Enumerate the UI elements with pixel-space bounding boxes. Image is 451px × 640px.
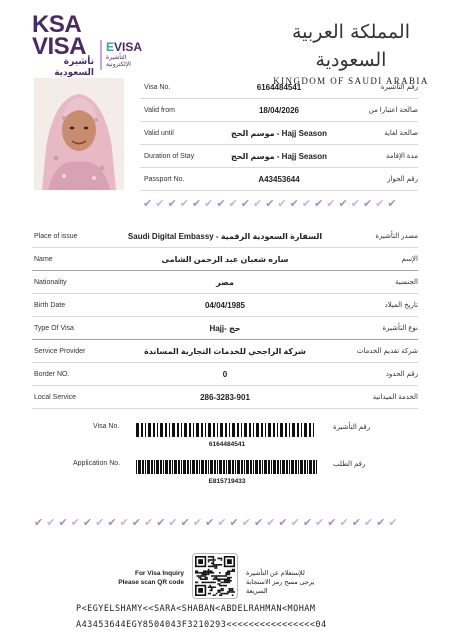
check-icon: ✔ bbox=[34, 517, 44, 529]
value: 6164484541 bbox=[256, 82, 302, 92]
qr-code-icon bbox=[195, 556, 235, 596]
label-en: Name bbox=[34, 255, 53, 263]
check-icon: ✔ bbox=[338, 198, 348, 210]
logo-arabic: تأشيرة السعودية bbox=[54, 56, 94, 77]
barcode-application-label-ar: رقم الطلب bbox=[333, 461, 366, 468]
label-ar: نوع التأشيرة bbox=[382, 325, 418, 332]
value: Hajj- حج bbox=[209, 323, 241, 333]
label-ar: شركة تقديم الخدمات bbox=[356, 348, 418, 355]
check-icon: ✔ bbox=[155, 198, 165, 210]
check-icon: ✔ bbox=[278, 517, 288, 529]
check-icon: ✔ bbox=[290, 517, 300, 529]
check-icon: ✔ bbox=[240, 198, 250, 210]
check-icon: ✔ bbox=[228, 198, 238, 210]
check-icon: ✔ bbox=[362, 198, 373, 210]
label-en: Place of issue bbox=[34, 232, 78, 240]
row-name bbox=[32, 248, 418, 271]
check-icon: ✔ bbox=[339, 517, 349, 529]
check-icon: ✔ bbox=[46, 517, 56, 529]
row-nationality bbox=[32, 271, 418, 294]
check-icon: ✔ bbox=[204, 198, 214, 210]
value: A43453644 bbox=[258, 174, 300, 184]
label-en: Service Provider bbox=[34, 347, 86, 355]
label-ar: مصدر التأشيرة bbox=[375, 233, 418, 240]
mrz-line-2: A43453644EGY8504043F3210293<<<<<<<<<<<<<<<<04 bbox=[76, 620, 327, 630]
check-icon: ✔ bbox=[387, 198, 397, 210]
check-icon: ✔ bbox=[107, 517, 117, 529]
check-icon: ✔ bbox=[327, 517, 337, 529]
check-icon: ✔ bbox=[167, 198, 177, 210]
label-en: Duration of Stay bbox=[144, 152, 195, 160]
application-number-text: E815719433 bbox=[208, 478, 246, 485]
check-icon: ✔ bbox=[315, 517, 325, 529]
application-barcode bbox=[136, 460, 318, 474]
label-ar: مدة الإقامة bbox=[386, 153, 418, 160]
qr-ar-line1: للإستعلام عن التأشيرة bbox=[246, 570, 305, 577]
value: Saudi Digital Embassy - السفارة السعودية الرقمية bbox=[127, 231, 323, 241]
check-icon: ✔ bbox=[363, 517, 374, 529]
row-local-service bbox=[32, 386, 418, 409]
row-service-provider bbox=[32, 340, 418, 363]
label-en: Birth Date bbox=[34, 301, 66, 309]
check-icon: ✔ bbox=[266, 517, 276, 529]
value: 04/04/1985 bbox=[204, 300, 246, 310]
qr-code[interactable] bbox=[192, 553, 238, 599]
check-icon: ✔ bbox=[180, 517, 190, 529]
qr-ar-line2: يرجى مسح رمز الاستجابة السريعة bbox=[246, 579, 315, 595]
value: 0 bbox=[222, 369, 228, 379]
row-valid-from bbox=[140, 99, 418, 122]
row-type-of-visa bbox=[32, 317, 418, 340]
label-en: Type Of Visa bbox=[34, 324, 74, 332]
row-visa-no bbox=[140, 76, 418, 99]
qr-en-line1: For Visa Inquiry bbox=[134, 570, 184, 577]
check-icon: ✔ bbox=[301, 198, 312, 210]
logo-line-visa: VISA bbox=[32, 33, 87, 60]
value: مصر bbox=[216, 277, 234, 287]
check-icon: ✔ bbox=[119, 517, 129, 529]
label-ar: صالحة اعتبارا من bbox=[368, 107, 418, 114]
value: شركة الراجحي للخدمات التجارية المساندة bbox=[144, 346, 306, 356]
check-icon: ✔ bbox=[131, 517, 141, 529]
check-icon: ✔ bbox=[168, 517, 178, 529]
check-icon: ✔ bbox=[70, 517, 80, 529]
applicant-photo bbox=[34, 78, 124, 190]
label-ar: رقم الحدود bbox=[385, 371, 418, 378]
row-valid-until bbox=[140, 122, 418, 145]
check-icon: ✔ bbox=[302, 517, 313, 529]
row-place-of-issue bbox=[32, 225, 418, 248]
label-en: Valid until bbox=[144, 129, 174, 137]
check-icon: ✔ bbox=[217, 517, 227, 529]
check-icon: ✔ bbox=[265, 198, 275, 210]
row-border-no bbox=[32, 363, 418, 386]
kingdom-arabic: المملكة العربية السعودية bbox=[292, 21, 410, 71]
kingdom-english: KINGDOM OF SAUDI ARABIA bbox=[273, 76, 429, 86]
check-strip-top bbox=[143, 197, 397, 210]
value: موسم الحج - Hajj Season bbox=[230, 128, 328, 138]
check-icon: ✔ bbox=[179, 198, 189, 210]
check-icon: ✔ bbox=[289, 198, 299, 210]
evisa-logo bbox=[100, 40, 146, 70]
label-ar: الخدمة الميدانية bbox=[372, 394, 418, 401]
check-icon: ✔ bbox=[82, 517, 93, 529]
label-ar: الإسم bbox=[401, 256, 418, 263]
check-icon: ✔ bbox=[388, 517, 398, 529]
label-en: Local Service bbox=[34, 393, 77, 401]
check-icon: ✔ bbox=[95, 517, 105, 529]
qr-inquiry-english bbox=[116, 569, 184, 587]
check-icon: ✔ bbox=[205, 517, 215, 529]
check-icon: ✔ bbox=[143, 198, 153, 210]
check-icon: ✔ bbox=[375, 198, 385, 210]
check-icon: ✔ bbox=[350, 198, 360, 210]
value: 286-3283-901 bbox=[200, 392, 250, 402]
barcode-application-label-en: Application No. bbox=[73, 460, 121, 467]
visa-number-text: 6164484541 bbox=[208, 441, 246, 448]
check-icon: ✔ bbox=[326, 198, 336, 210]
evisa-e: E bbox=[106, 40, 115, 54]
evisa-rest: VISA bbox=[114, 40, 143, 54]
label-en: Passport No. bbox=[144, 175, 185, 183]
check-icon: ✔ bbox=[143, 517, 154, 529]
check-icon: ✔ bbox=[216, 198, 226, 210]
ksa-visa-logo bbox=[32, 11, 94, 77]
check-icon: ✔ bbox=[351, 517, 361, 529]
row-passport-no bbox=[140, 168, 418, 191]
check-icon: ✔ bbox=[376, 517, 386, 529]
photo-illustration bbox=[34, 78, 124, 190]
check-icon: ✔ bbox=[252, 198, 263, 210]
logo-line-ksa: KSA bbox=[32, 11, 82, 38]
label-ar: رقم الجواز bbox=[387, 176, 418, 183]
label-ar: رقم التأشيرة bbox=[380, 84, 418, 91]
qr-inquiry-arabic bbox=[246, 569, 324, 596]
label-en: Valid from bbox=[144, 106, 175, 114]
check-icon: ✔ bbox=[58, 517, 68, 529]
evisa-arabic: التأشيرة الإلكترونية bbox=[106, 55, 131, 68]
barcode-visa-label-ar: رقم التأشيرة bbox=[333, 424, 371, 431]
check-icon: ✔ bbox=[253, 517, 264, 529]
check-icon: ✔ bbox=[314, 198, 324, 210]
check-icon: ✔ bbox=[229, 517, 239, 529]
qr-en-line2: Please scan QR code bbox=[118, 579, 184, 586]
value: ساره شعبان عبد الرحمن الشامى bbox=[161, 254, 289, 264]
label-ar: الجنسية bbox=[395, 279, 418, 286]
label-en: Visa No. bbox=[144, 83, 171, 91]
barcode-visa-label-en: Visa No. bbox=[93, 423, 120, 430]
visa-barcode bbox=[136, 423, 318, 437]
mrz-line-1: P<EGYELSHAMY<<SARA<SHABAN<ABDELRAHMAN<MOHAM bbox=[76, 604, 316, 614]
check-icon: ✔ bbox=[277, 198, 287, 210]
value: 18/04/2026 bbox=[258, 105, 300, 115]
row-duration bbox=[140, 145, 418, 168]
label-ar: صالحة لغاية bbox=[384, 130, 418, 137]
check-strip-bottom bbox=[34, 516, 398, 529]
row-birth-date bbox=[32, 294, 418, 317]
value: موسم الحج - Hajj Season bbox=[230, 151, 328, 161]
check-icon: ✔ bbox=[241, 517, 251, 529]
label-ar: تاريخ الميلاد bbox=[384, 302, 418, 309]
check-icon: ✔ bbox=[192, 517, 203, 529]
label-en: Nationality bbox=[34, 278, 67, 286]
check-icon: ✔ bbox=[156, 517, 166, 529]
check-icon: ✔ bbox=[191, 198, 202, 210]
label-en: Border NO. bbox=[34, 370, 70, 378]
